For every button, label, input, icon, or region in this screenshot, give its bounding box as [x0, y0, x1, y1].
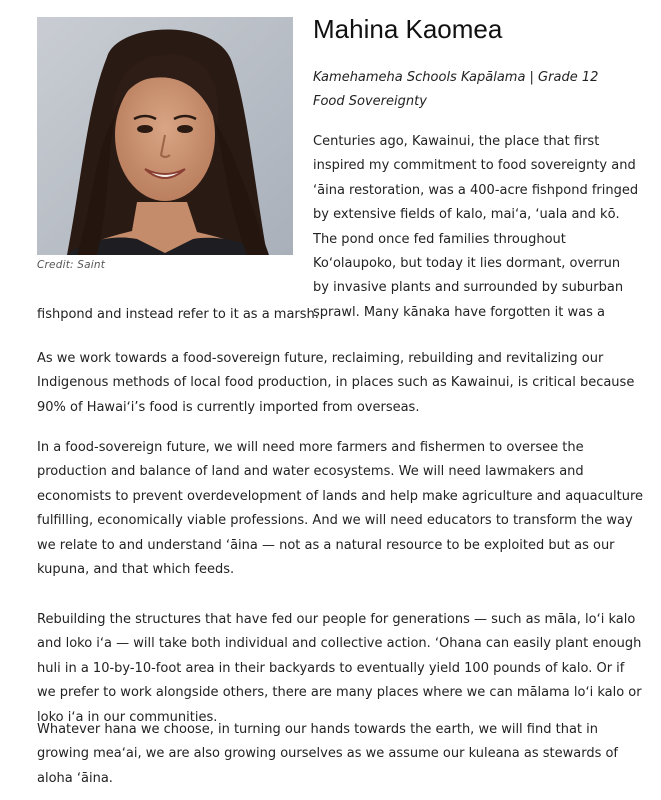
- category-line: Food Sovereignty: [313, 94, 427, 109]
- photo-credit: Credit: Saint: [37, 259, 106, 271]
- text-line: sprawl. Many kānaka have forgotten it was a: [313, 304, 605, 320]
- paragraph-intro-side: [313, 130, 638, 325]
- text-line: we prefer to work alongside others, there are many places where we can mālama loʻi kalo or: [37, 685, 642, 701]
- portrait-illustration: [37, 17, 293, 255]
- paragraph-food-sovereign-future: [37, 347, 634, 420]
- text-line: kupuna, and that which feeds.: [37, 562, 235, 578]
- paragraph-closing: [37, 718, 618, 791]
- text-line: aloha ʻāina.: [37, 770, 113, 786]
- text-line: Whatever hana we choose, in turning our hands towards the earth, we will find that in: [37, 722, 598, 737]
- text-line: ʻāina restoration, was a 400-acre fishpond fringed: [313, 182, 639, 198]
- text-line: Koʻolaupoko, but today it lies dormant, overrun: [313, 256, 621, 272]
- text-line: 90% of Hawaiʻi’s food is currently imported from overseas.: [37, 399, 420, 415]
- paragraph-farmers-lawmakers-educators: [37, 436, 643, 582]
- text-line: huli in a 10-by-10-foot area in their backyards to eventually yield 100 pounds of kalo. Or if: [37, 660, 625, 676]
- text-line: production and balance of land and water ecosystems. We will need lawmakers and: [37, 464, 584, 480]
- text-line: by extensive fields of kalo, maiʻa, ʻuala and kō.: [313, 207, 620, 223]
- text-line: loko iʻa in our communities.: [37, 709, 218, 725]
- text-line: fishpond and instead refer to it as a marsh.: [37, 307, 319, 322]
- text-line: Indigenous methods of local food production, in places such as Kawainui, is critical because: [37, 375, 635, 391]
- text-line: As we work towards a food-sovereign future, reclaiming, rebuilding and revitalizing our: [37, 351, 604, 366]
- text-line: growing meaʻai, we are also growing ourselves as we assume our kuleana as stewards of: [37, 746, 619, 762]
- text-line: In a food-sovereign future, we will need more farmers and fishermen to oversee the: [37, 440, 584, 455]
- paragraph-rebuilding-structures: [37, 608, 642, 730]
- paragraph-intro-continued: [37, 303, 319, 327]
- text-line: fulfilling, economically viable professions. And we will need educators to transform the way: [37, 513, 633, 529]
- author-name: Mahina Kaomea: [313, 14, 503, 44]
- portrait-photo-container: [37, 17, 293, 255]
- school-grade-line: Kamehameha Schools Kapālama | Grade 12: [313, 70, 599, 85]
- text-line: economists to prevent overdevelopment of lands and help make agriculture and aquaculture: [37, 488, 644, 504]
- text-line: Rebuilding the structures that have fed our people for generations — such as māla, loʻi kalo: [37, 612, 636, 627]
- text-line: we relate to and understand ʻāina — not as a natural resource to be exploited but as our: [37, 537, 615, 553]
- text-line: inspired my commitment to food sovereignty and: [313, 158, 636, 174]
- text-line: The pond once fed families throughout: [313, 231, 566, 247]
- portrait-photo: [37, 17, 293, 255]
- text-line: and loko iʻa — will take both individual and collective action. ʻOhana can easily plant enough: [37, 636, 642, 652]
- author-affiliation: [313, 66, 598, 114]
- text-line: by invasive plants and surrounded by suburban: [313, 280, 624, 296]
- text-line: Centuries ago, Kawainui, the place that first: [313, 134, 600, 149]
